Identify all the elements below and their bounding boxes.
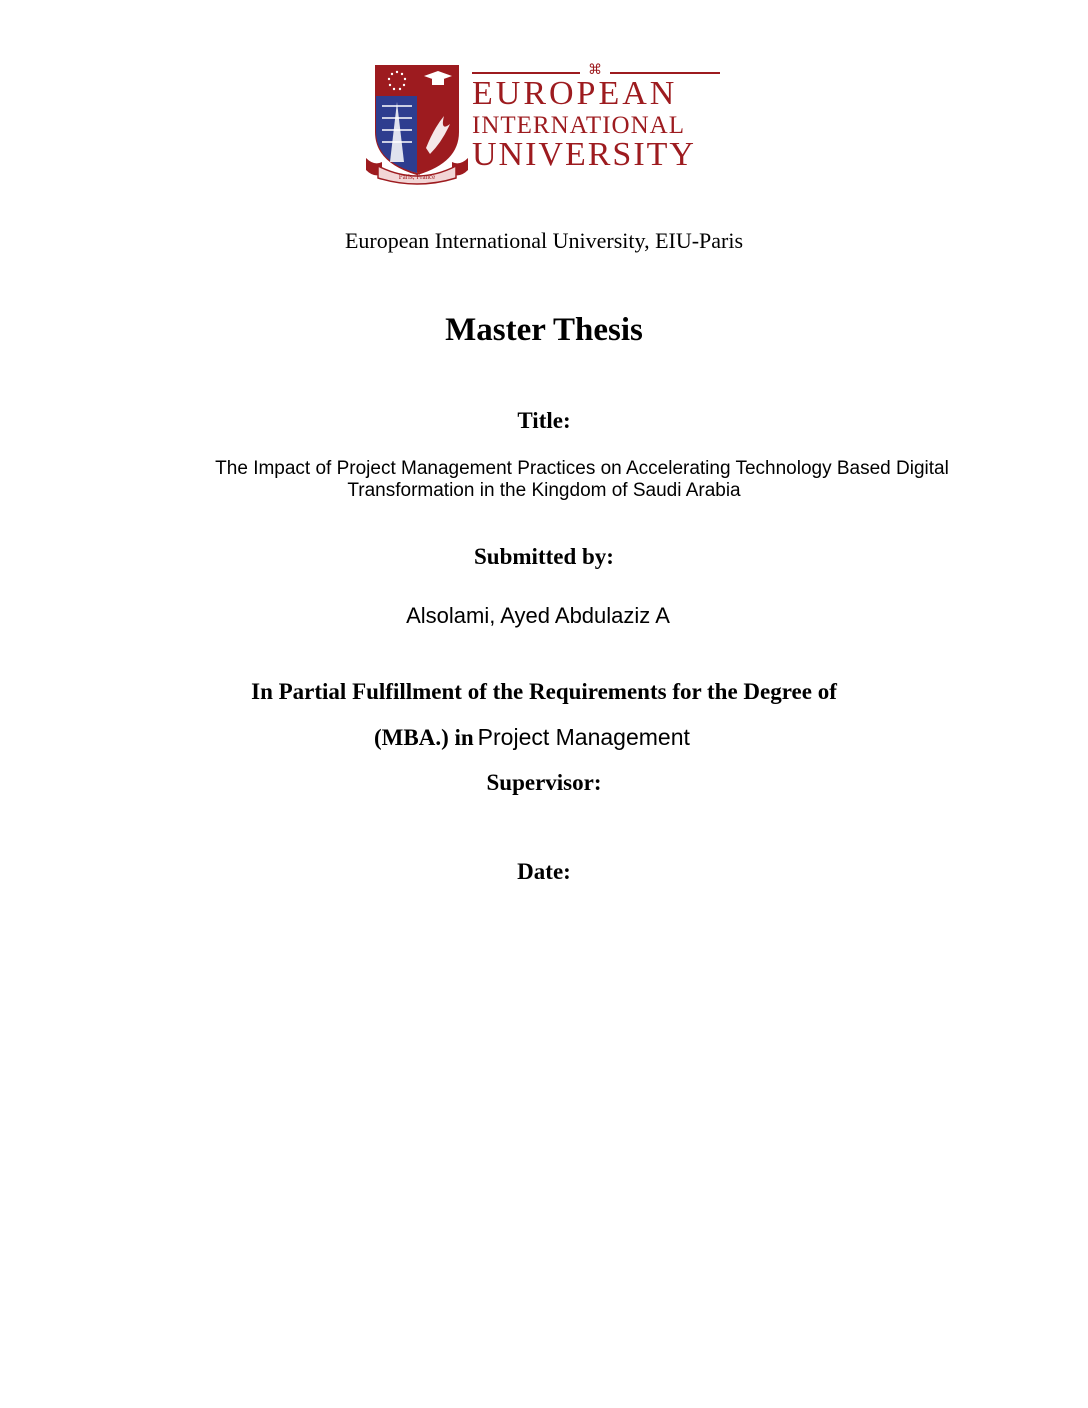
degree-field: Project Management <box>477 724 690 750</box>
degree-prefix: (MBA.) in <box>374 725 474 750</box>
author-name: Alsolami, Ayed Abdulaziz A <box>406 603 670 628</box>
ribbon-text: Paris, France <box>398 173 436 181</box>
wordmark-line-3: UNIVERSITY <box>472 136 696 173</box>
document-type-heading: Master Thesis <box>445 312 643 348</box>
thesis-title-line-2: Transformation in the Kingdom of Saudi Arabia <box>347 480 741 501</box>
wordmark-rule-left <box>472 72 580 74</box>
thesis-title-line-1: The Impact of Project Management Practices on Accelerating Technology Based Digital <box>215 458 949 479</box>
wordmark-line-2: INTERNATIONAL <box>472 112 685 139</box>
submitted-by-label: Submitted by: <box>474 544 614 569</box>
wordmark-line-1: EUROPEAN <box>472 75 678 112</box>
date-label: Date: <box>517 859 571 884</box>
title-label: Title: <box>517 408 571 433</box>
degree-line <box>374 724 690 751</box>
degree-fulfillment-statement: In Partial Fulfillment of the Requirements for the Degree of <box>251 679 837 704</box>
wordmark-ornament-icon: ⌘ <box>588 63 603 78</box>
university-logo <box>364 62 726 190</box>
university-line: European International University, EIU-Paris <box>344 228 744 253</box>
university-crest-icon <box>364 62 472 190</box>
wordmark-rule-right <box>610 72 720 74</box>
supervisor-label: Supervisor: <box>486 770 602 795</box>
